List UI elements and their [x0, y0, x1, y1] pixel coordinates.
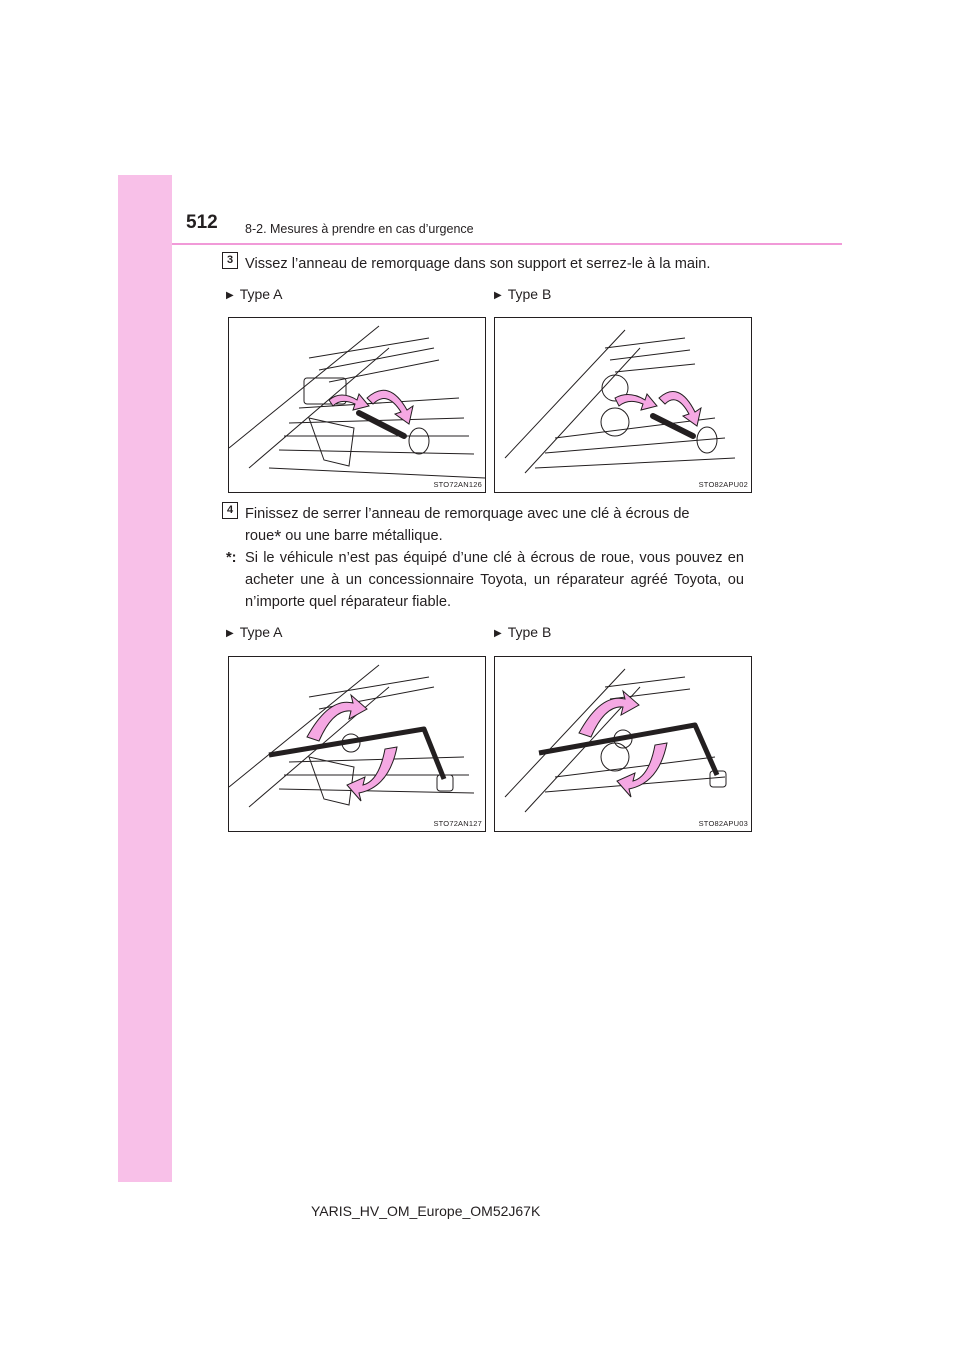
footnote-text: Si le véhicule n’est pas équipé d’une clé à écrous de roue, vous pouvez en acheter une à un concessionnaire Toyota, un réparateur agréé Toyota, ou n’importe quel réparateur fiable.	[245, 550, 744, 610]
triangle-bullet-icon: ▶	[226, 628, 234, 639]
page-number: 512	[186, 212, 218, 233]
triangle-bullet-icon: ▶	[226, 290, 234, 301]
figure-4b-tow-eye-wrench	[494, 656, 752, 832]
rotation-arrow-icon	[617, 743, 667, 797]
rotation-arrow-icon	[347, 747, 397, 801]
figure-label-3a: ▶ Type A	[226, 286, 283, 302]
figure-label-4b: ▶ Type B	[494, 624, 552, 640]
rotation-arrow-icon	[307, 695, 367, 741]
rotation-arrow-icon	[329, 394, 369, 410]
figure-code-4a: STO72AN127	[433, 819, 482, 828]
section-title: 8-2. Mesures à prendre en cas d’urgence	[245, 222, 474, 236]
figure-3a-tow-eye-hand-tighten	[228, 317, 486, 493]
illustration-wrench-tightening	[229, 657, 485, 831]
figure-label-4a: ▶ Type A	[226, 624, 283, 640]
step-number-4: 4	[222, 502, 238, 519]
header-rule	[172, 243, 842, 245]
illustration-bumper-tow-eye	[229, 318, 485, 492]
figure-code-3b: STO82APU02	[698, 480, 748, 489]
footer-doc-id: YARIS_HV_OM_Europe_OM52J67K	[311, 1203, 541, 1219]
footnote-marker: *:	[226, 550, 237, 566]
rotation-arrow-icon	[579, 691, 639, 737]
illustration-wrench-tightening	[495, 657, 751, 831]
side-band	[118, 175, 172, 1182]
figure-code-4b: STO82APU03	[698, 819, 748, 828]
figure-label-3b: ▶ Type B	[494, 286, 552, 302]
step-4-text: Finissez de serrer l’anneau de remorquage avec une clé à écrous de roue* ou une barre métallique.	[245, 506, 690, 547]
step-3-text: Vissez l’anneau de remorquage dans son support et serrez-le à la main.	[245, 256, 711, 272]
figure-4a-tow-eye-wrench	[228, 656, 486, 832]
triangle-bullet-icon: ▶	[494, 290, 502, 301]
step-number-3: 3	[222, 252, 238, 269]
rotation-arrow-icon	[615, 394, 657, 410]
figure-3b-tow-eye-hand-tighten	[494, 317, 752, 493]
illustration-bumper-tow-eye	[495, 318, 751, 492]
triangle-bullet-icon: ▶	[494, 628, 502, 639]
figure-code-3a: STO72AN126	[433, 480, 482, 489]
